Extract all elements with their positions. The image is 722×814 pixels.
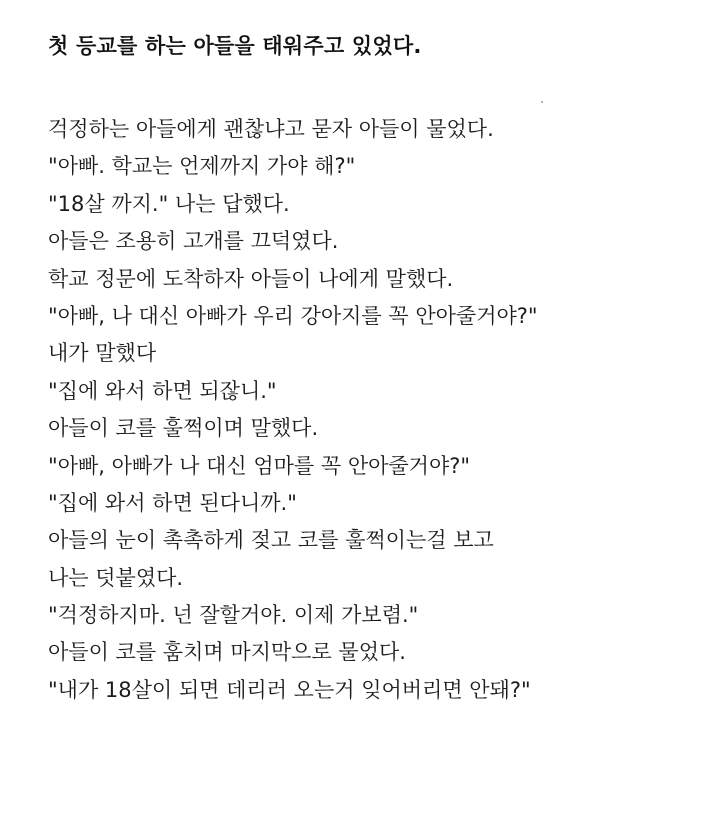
- story-line: 내가 말했다: [48, 341, 157, 366]
- scan-speck: [541, 101, 543, 103]
- story-line: 학교 정문에 도착하자 아들이 나에게 말했다.: [48, 266, 454, 291]
- story-line: 아들이 코를 훌쩍이며 말했다.: [48, 416, 319, 441]
- story-line: "집에 와서 하면 되잖니.": [48, 378, 277, 403]
- story-line: "내가 18살이 되면 데리러 오는거 잊어버리면 안돼?": [48, 677, 531, 702]
- story-line: "아빠. 학교는 언제까지 가야 해?": [48, 154, 356, 179]
- story-line: 아들이 코를 훔치며 마지막으로 물었다.: [48, 640, 406, 665]
- story-body: [48, 114, 538, 712]
- story-line: "아빠, 아빠가 나 대신 엄마를 꼭 안아줄거야?": [48, 453, 471, 478]
- story-line: "18살 까지." 나는 답했다.: [48, 191, 290, 216]
- story-line: 나는 덧붙였다.: [48, 565, 184, 590]
- story-line: 아들의 눈이 촉촉하게 젖고 코를 훌쩍이는걸 보고: [48, 528, 494, 553]
- story-line: "걱정하지마. 넌 잘할거야. 이제 가보렴.": [48, 603, 419, 628]
- story-line: 걱정하는 아들에게 괜찮냐고 묻자 아들이 물었다.: [48, 117, 494, 141]
- story-line: 아들은 조용히 고개를 끄덕였다.: [48, 229, 339, 254]
- story-line: "집에 와서 하면 된다니까.": [48, 490, 297, 515]
- story-title: 첫 등교를 하는 아들을 태워주고 있었다.: [48, 34, 422, 58]
- story-line: "아빠, 나 대신 아빠가 우리 강아지를 꼭 안아줄거야?": [48, 303, 538, 328]
